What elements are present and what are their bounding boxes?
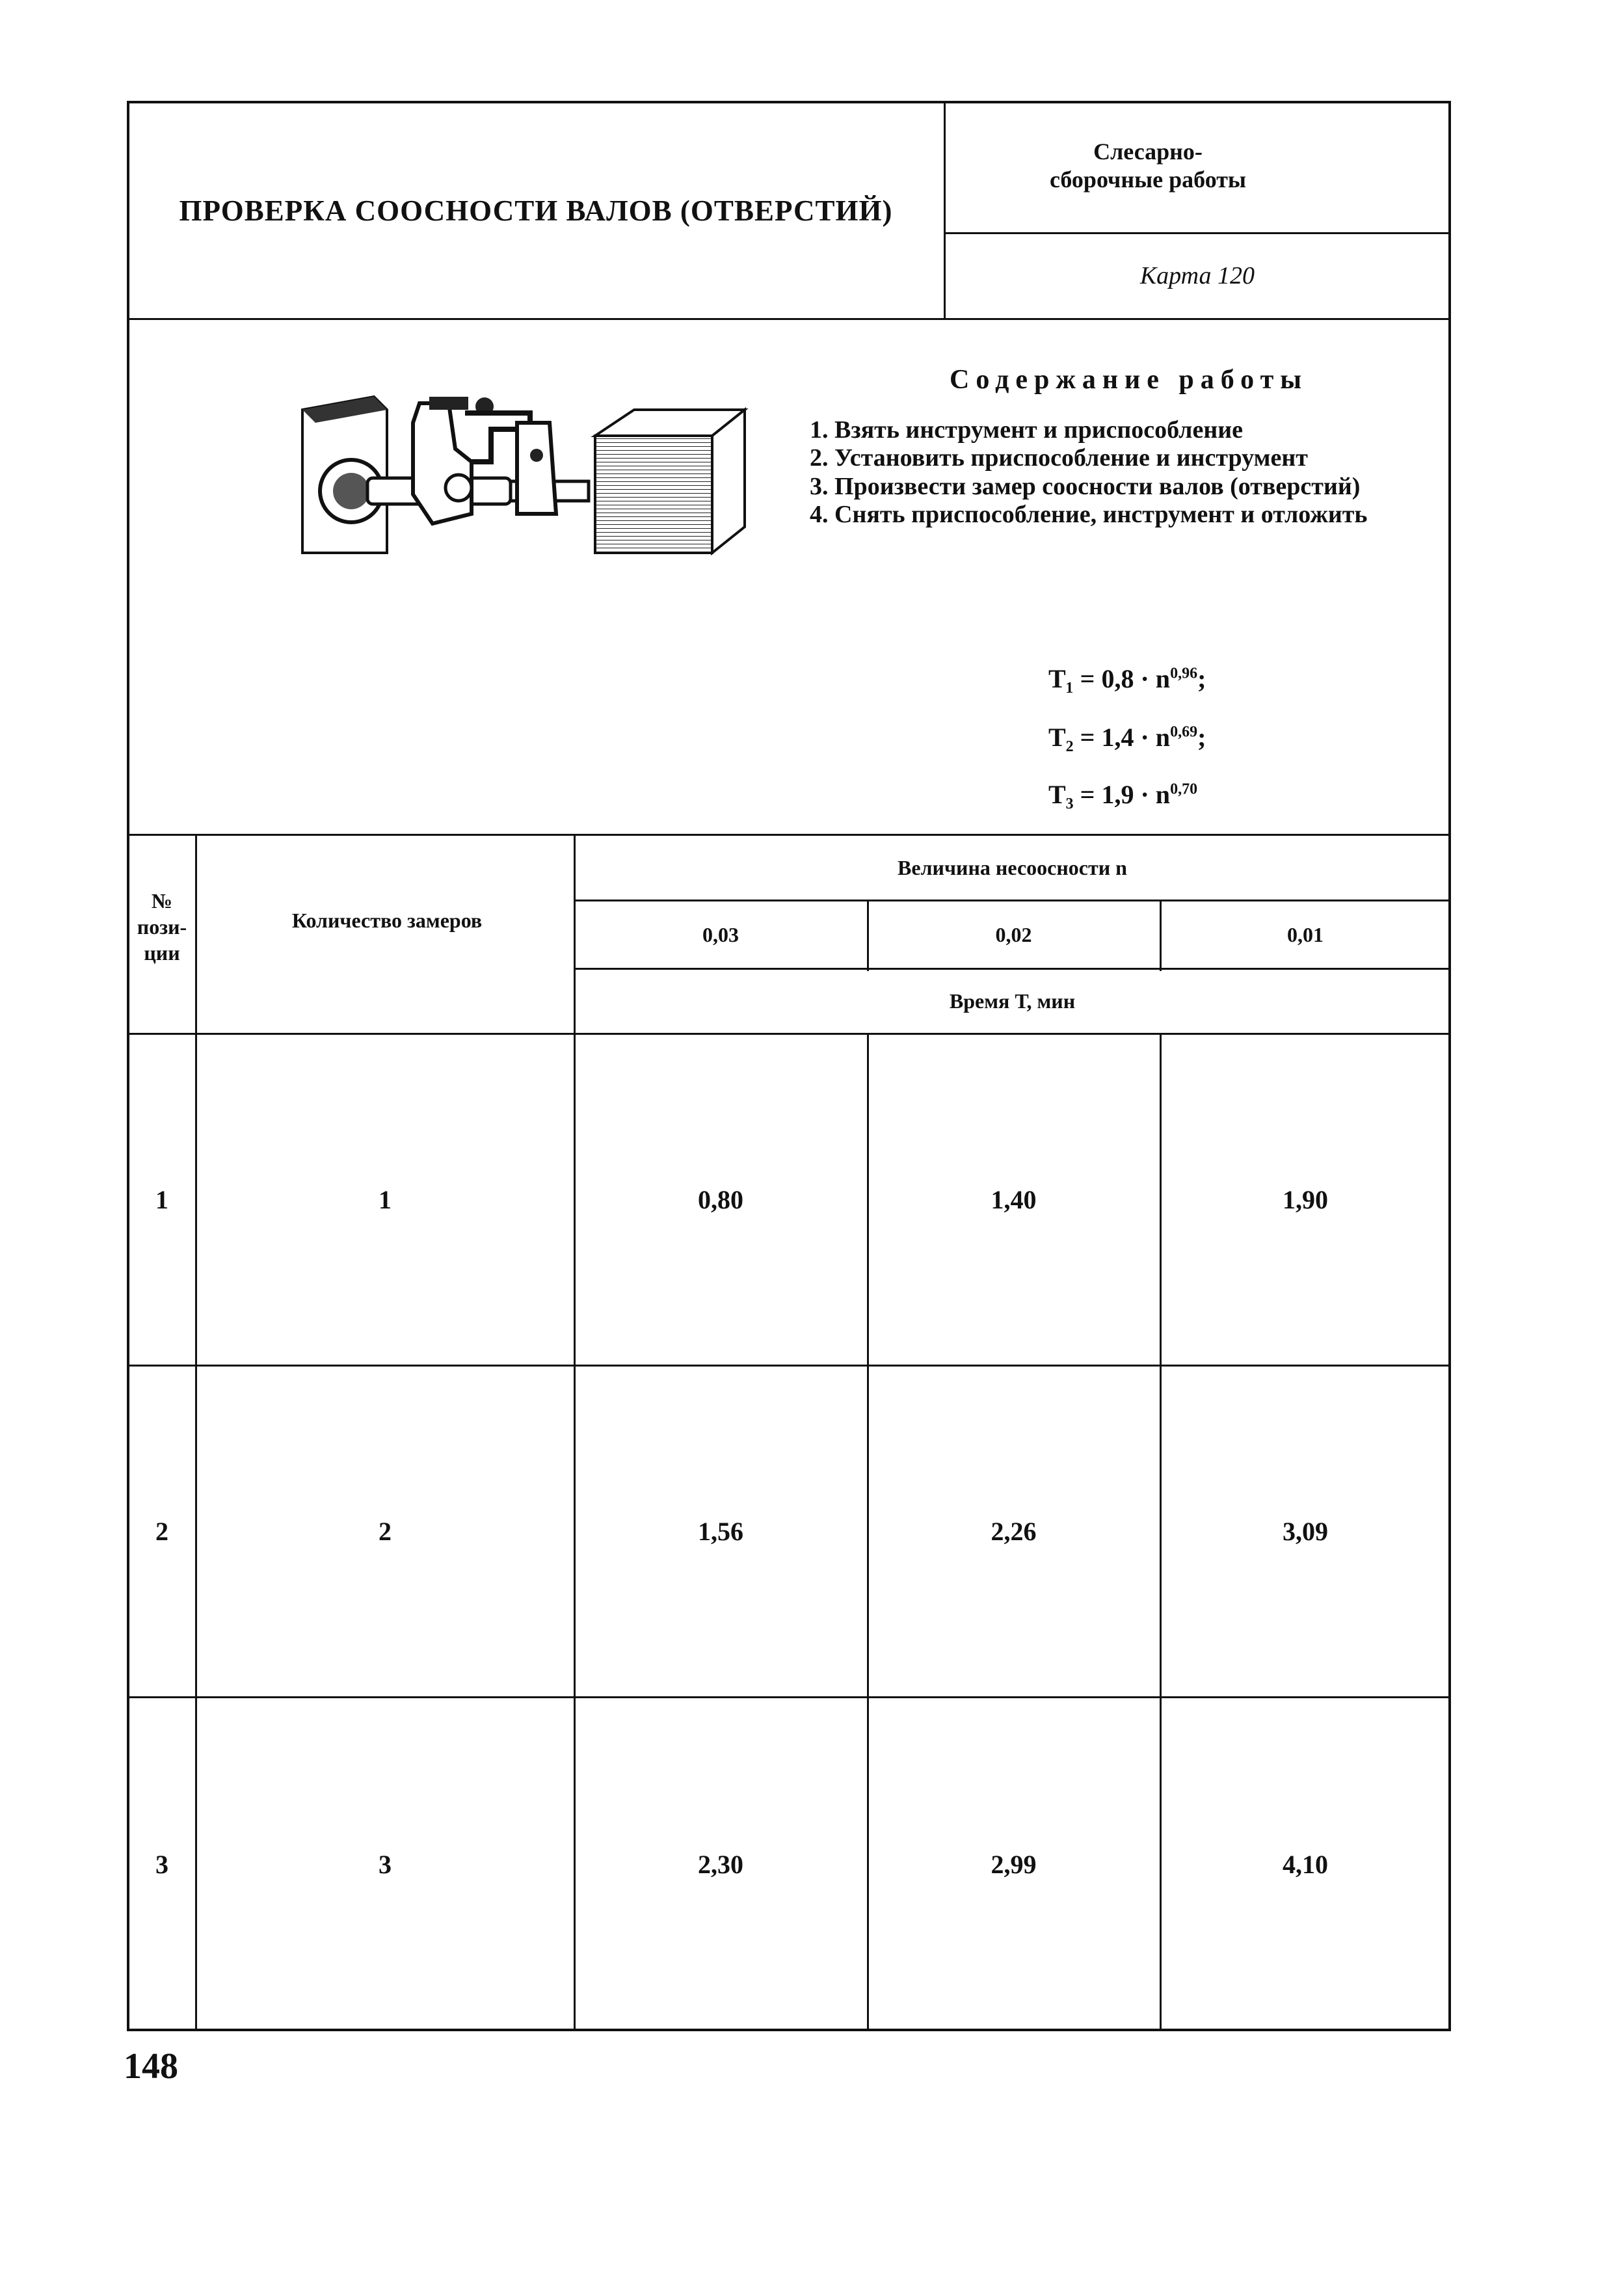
row-2-position: 2 bbox=[155, 1516, 168, 1546]
step-item: 2. Установить приспособление и инструмент bbox=[810, 444, 1308, 472]
row-3-position: 3 bbox=[155, 1849, 168, 1879]
content-heading: Содержание работы bbox=[950, 365, 1309, 395]
row-3-count: 3 bbox=[379, 1849, 392, 1879]
header-count: Количество замеров bbox=[291, 909, 483, 932]
page-title: ПРОВЕРКА СООСНОСТИ ВАЛОВ (ОТВЕРСТИЙ) bbox=[179, 194, 893, 227]
step-item: 4. Снять приспособление, инструмент и отложить bbox=[810, 500, 1368, 528]
section-name: Слесарно-сборочные работы bbox=[1049, 138, 1247, 193]
row-3-value: 2,99 bbox=[991, 1849, 1037, 1879]
row-1-position: 1 bbox=[155, 1184, 168, 1214]
page-number: 148 bbox=[124, 2046, 178, 2087]
row-3-value: 2,30 bbox=[698, 1849, 743, 1879]
formula-t3: $T_3 = 1,9 \cdot n^{0,70}$ bbox=[1048, 780, 1198, 809]
card-number: Карта 120 bbox=[1139, 262, 1255, 289]
row-1-value: 1,90 bbox=[1283, 1184, 1328, 1214]
header-n-value: 0,01 bbox=[1287, 923, 1324, 946]
row-3-value: 4,10 bbox=[1283, 1849, 1328, 1879]
formula-t1: $T_1 = 0,8 \cdot n^{0,96}$; bbox=[1048, 664, 1206, 693]
header-n-value: 0,02 bbox=[995, 923, 1032, 946]
steps-list bbox=[810, 416, 1441, 529]
row-2-count: 2 bbox=[379, 1516, 392, 1546]
row-2-value: 3,09 bbox=[1283, 1516, 1328, 1546]
row-2-value: 1,56 bbox=[698, 1516, 743, 1546]
header-time: Время Т, мин bbox=[949, 989, 1076, 1013]
shaft-alignment-fixture-icon bbox=[296, 384, 751, 559]
row-1-value: 0,80 bbox=[698, 1184, 743, 1214]
table-row-line bbox=[574, 900, 1450, 901]
row-1-value: 1,40 bbox=[991, 1184, 1037, 1214]
header-position: № пози-ции bbox=[137, 889, 187, 965]
header-n-value: 0,03 bbox=[702, 923, 739, 946]
illustration bbox=[296, 384, 751, 559]
row-1-count: 1 bbox=[379, 1184, 392, 1214]
row-2-value: 2,26 bbox=[991, 1516, 1037, 1546]
formula-t2: $T_2 = 1,4 \cdot n^{0,69}$; bbox=[1048, 723, 1206, 752]
header-misalignment: Величина несоосности n bbox=[898, 855, 1127, 879]
step-item: 1. Взять инструмент и приспособление bbox=[810, 416, 1244, 444]
header-bottom-line bbox=[128, 318, 1450, 320]
step-item: 3. Произвести замер соосности валов (отверстий) bbox=[810, 472, 1361, 500]
